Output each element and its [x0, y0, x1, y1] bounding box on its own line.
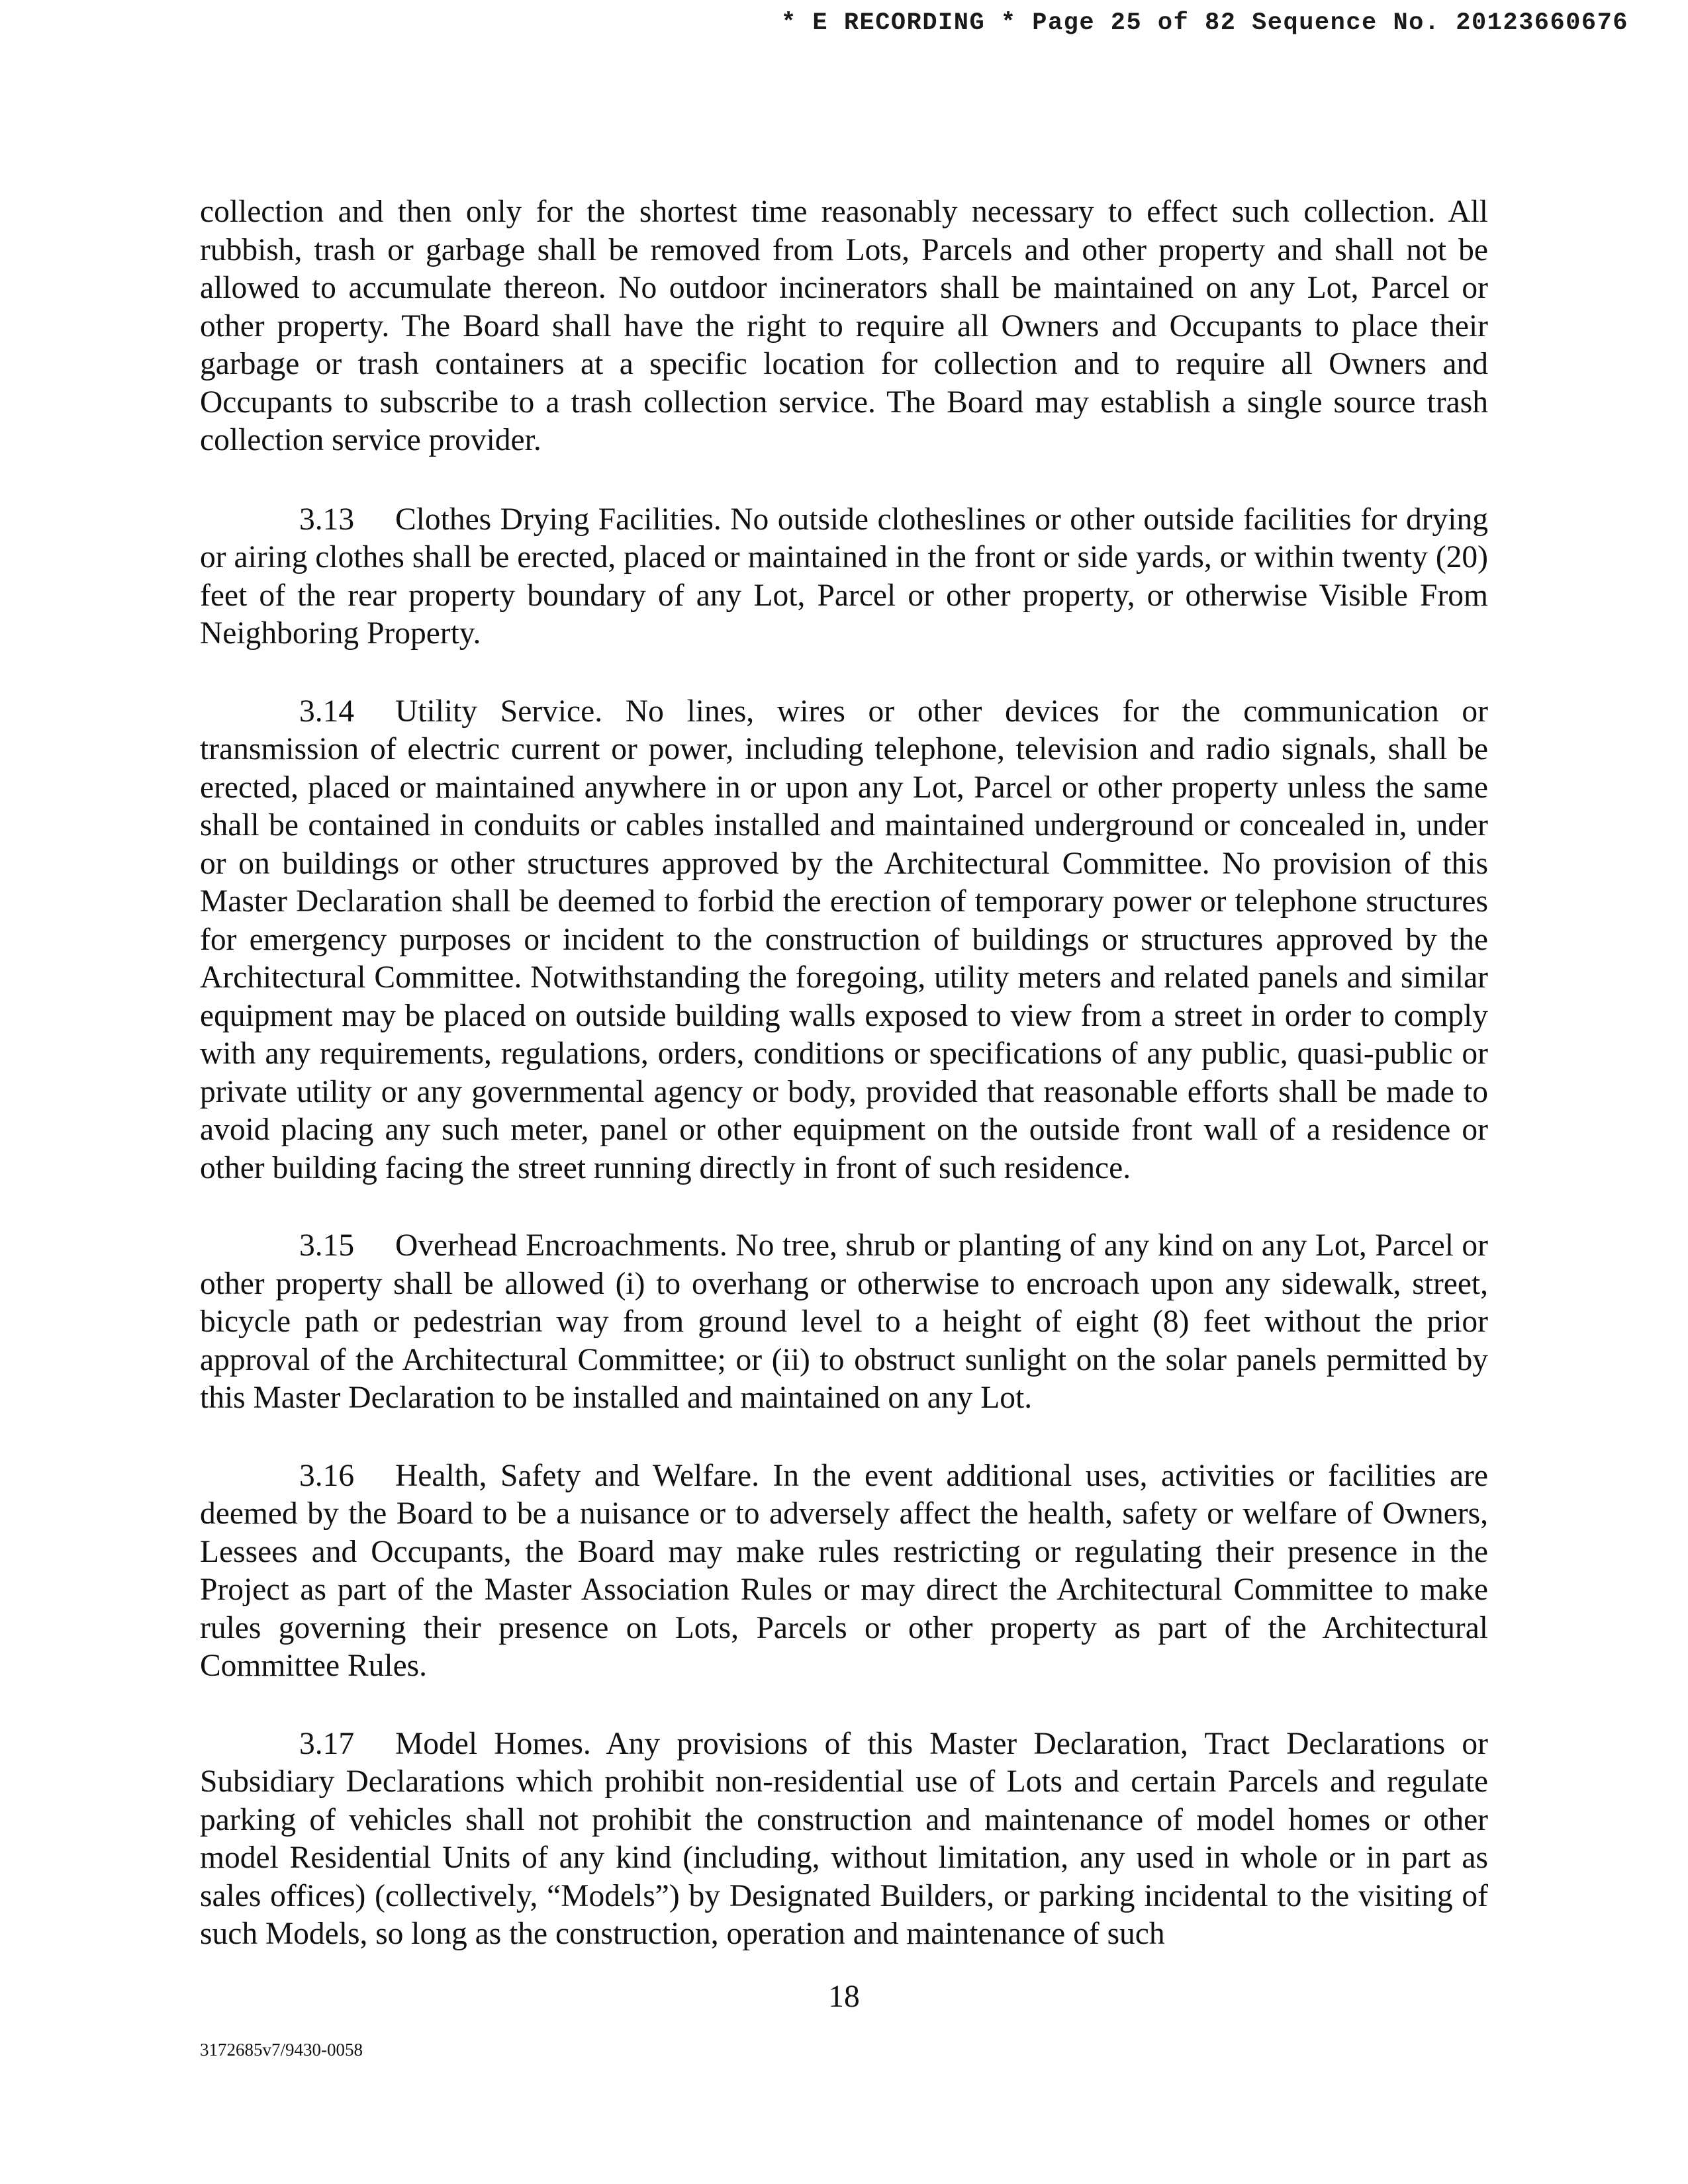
- page-number: 18: [828, 1979, 860, 2014]
- section-number: 3.13: [299, 502, 355, 537]
- section-3-14: [200, 693, 1488, 1188]
- section-text: Overhead Encroachments. No tree, shrub or planting of any kind on any Lot, Parcel or other property shall be allowed (i) to overhang or otherwise to encroach upon any sidewalk, street, bicycle path or pedestrian way from ground level to a height of eight (8) feet without the prior approval of the Architectural Committee; or (ii) to obstruct sunlight on the solar panels permitted by this Master Declaration to be installed and maintained on any Lot.: [200, 1228, 1488, 1415]
- section-text: Health, Safety and Welfare. In the event additional uses, activities or facilities are deemed by the Board to be a nuisance or to adversely affect the health, safety or welfare of Owners, Lessees and Occupants, the Board may make rules restricting or regulating their presence in the Project as part of the Master Association Rules or may direct the Architectural Committee to make rules governing their presence on Lots, Parcels or other property as part of the Architectural Committee Rules.: [200, 1458, 1488, 1683]
- continuation-paragraph: collection and then only for the shortest time reasonably necessary to effect such collection. All rubbish, trash or garbage shall be removed from Lots, Parcels and other property and shall not be allowed to accumulate thereon. No outdoor incinerators shall be maintained on any Lot, Parcel or other property. The Board shall have the right to require all Owners and Occupants to place their garbage or trash containers at a specific location for collection and to require all Owners and Occupants to subscribe to a trash collection service. The Board may establish a single source trash collection service provider.: [200, 195, 1488, 457]
- section-number: 3.14: [299, 694, 355, 729]
- recording-stamp: * E RECORDING * Page 25 of 82 Sequence No. 20123660676: [781, 9, 1628, 37]
- section-3-13: [200, 501, 1488, 653]
- section-3-17: [200, 1725, 1488, 1954]
- section-number: 3.15: [299, 1228, 355, 1263]
- section-text: Clothes Drying Facilities. No outside clotheslines or other outside facilities for drying or airing clothes shall be erected, placed or maintained in the front or side yards, or within twenty (20) feet of the rear property boundary of any Lot, Parcel or other property, or otherwise Visible From Neighboring Property.: [200, 502, 1488, 651]
- section-number: 3.16: [299, 1458, 355, 1493]
- section-3-15: [200, 1227, 1488, 1418]
- section-number: 3.17: [299, 1726, 355, 1761]
- section-text: Model Homes. Any provisions of this Master Declaration, Tract Declarations or Subsidiary Declarations which prohibit non-residential use of Lots and certain Parcels and regulate parking of vehicles shall not prohibit the construction and maintenance of model homes or other model Residential Units of any kind (including, without limitation, any used in whole or in part as sales offices) (collectively, “Models”) by Designated Builders, or parking incidental to the visiting of such Models, so long as the construction, operation and maintenance of such: [200, 1726, 1488, 1951]
- document-body: [200, 193, 1488, 1993]
- document-id: 3172685v7/9430-0058: [200, 2040, 363, 2060]
- section-3-16: [200, 1457, 1488, 1686]
- section-text: Utility Service. No lines, wires or other devices for the communication or transmission of electric current or power, including telephone, television and radio signals, shall be erected, placed or maintained anywhere in or upon any Lot, Parcel or other property unless the same shall be contained in conduits or cables installed and maintained underground or concealed in, under or on buildings or other structures approved by the Architectural Committee. No provision of this Master Declaration shall be deemed to forbid the erection of temporary power or telephone structures for emergency purposes or incident to the construction of buildings or structures approved by the Architectural Committee. Notwithstanding the foregoing, utility meters and related panels and similar equipment may be placed on outside building walls exposed to view from a street in order to comply with any requirements, regulations, orders, conditions or specifications of any public, quasi-public or private utility or any governmental agency or body, provided that reasonable efforts shall be made to avoid placing any such meter, panel or other equipment on the outside front wall of a residence or other building facing the street running directly in front of such residence.: [200, 694, 1488, 1185]
